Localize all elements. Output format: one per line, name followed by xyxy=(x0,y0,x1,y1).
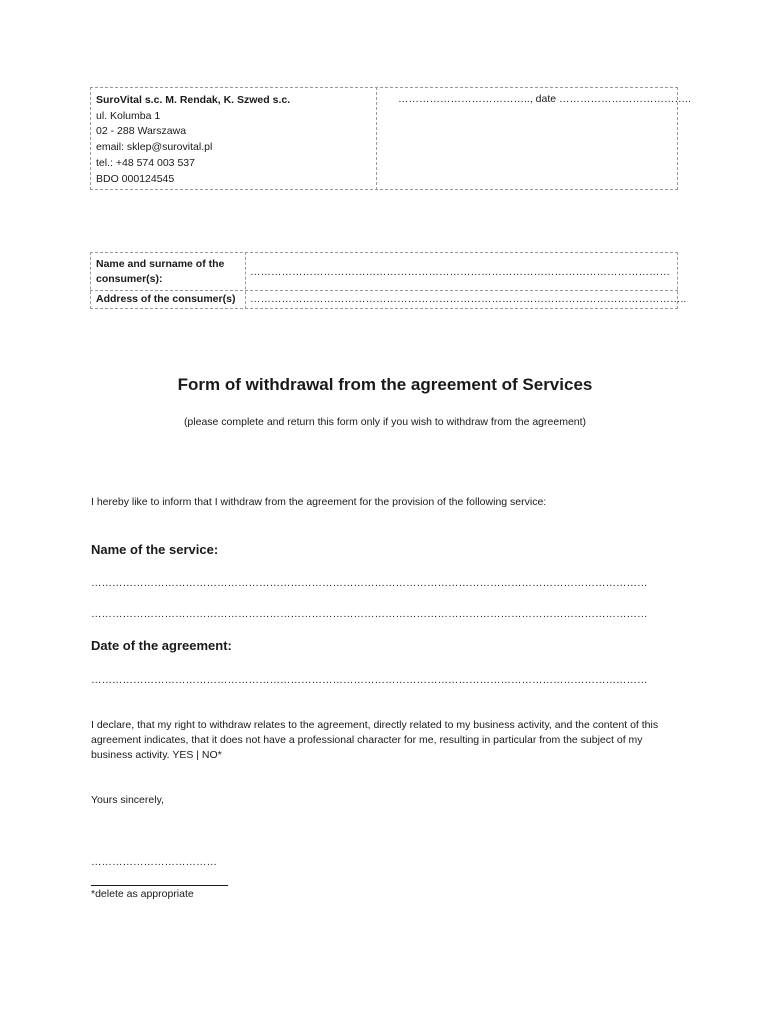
consumer-address-field: …………………………………………………………………………………………………………….. xyxy=(250,293,687,305)
business-declaration: I declare, that my right to withdraw relates to the agreement, directly related to my business activity, and the content of this agreement indicates, that it does not have a professional character for me, resulting in particular from the subject of my business activity. YES | NO* xyxy=(91,719,659,761)
sender-city: 02 - 288 Warszawa xyxy=(96,125,187,138)
form-title: Form of withdrawal from the agreement of Services xyxy=(177,375,593,394)
sender-email: email: sklep@surovital.pl xyxy=(96,141,213,154)
place-date-field: ……………………………….., date ……………………………….. xyxy=(398,93,691,105)
signature-field: ……………………………… xyxy=(91,856,217,868)
agreement-date-heading: Date of the agreement: xyxy=(91,638,232,653)
consumer-name-label: Name and surname of the consumer(s): xyxy=(96,258,225,285)
sender-phone: tel.: +48 574 003 537 xyxy=(96,156,195,169)
sender-address-block xyxy=(96,93,290,187)
consumer-address-label: Address of the consumer(s) xyxy=(96,293,236,305)
sender-table-divider xyxy=(376,87,377,190)
agreement-date-field: …………………………………………………………………………………………………………………………………………… xyxy=(91,674,648,686)
service-name-field-line-1: …………………………………………………………………………………………………………………………………………… xyxy=(91,577,648,589)
withdrawal-statement: I hereby like to inform that I withdraw from the agreement for the provision of the following service: xyxy=(91,496,547,508)
footnote-rule xyxy=(91,885,228,886)
service-name-heading: Name of the service: xyxy=(91,542,219,557)
consumer-table-row-separator xyxy=(90,290,678,291)
sender-bdo: BDO 000124545 xyxy=(96,172,175,185)
consumer-table-divider xyxy=(245,252,246,309)
sender-street: ul. Kolumba 1 xyxy=(96,109,161,122)
footnote: *delete as appropriate xyxy=(91,888,194,900)
service-name-field-line-2: …………………………………………………………………………………………………………………………………………… xyxy=(91,608,648,620)
closing-salutation: Yours sincerely, xyxy=(91,794,164,806)
consumer-name-field: ………………………………………………………………………………………………………… xyxy=(250,266,670,278)
sender-company: SuroVital s.c. M. Rendak, K. Szwed s.c. xyxy=(96,94,291,106)
form-subtitle: (please complete and return this form only if you wish to withdraw from the agreement) xyxy=(183,416,587,428)
